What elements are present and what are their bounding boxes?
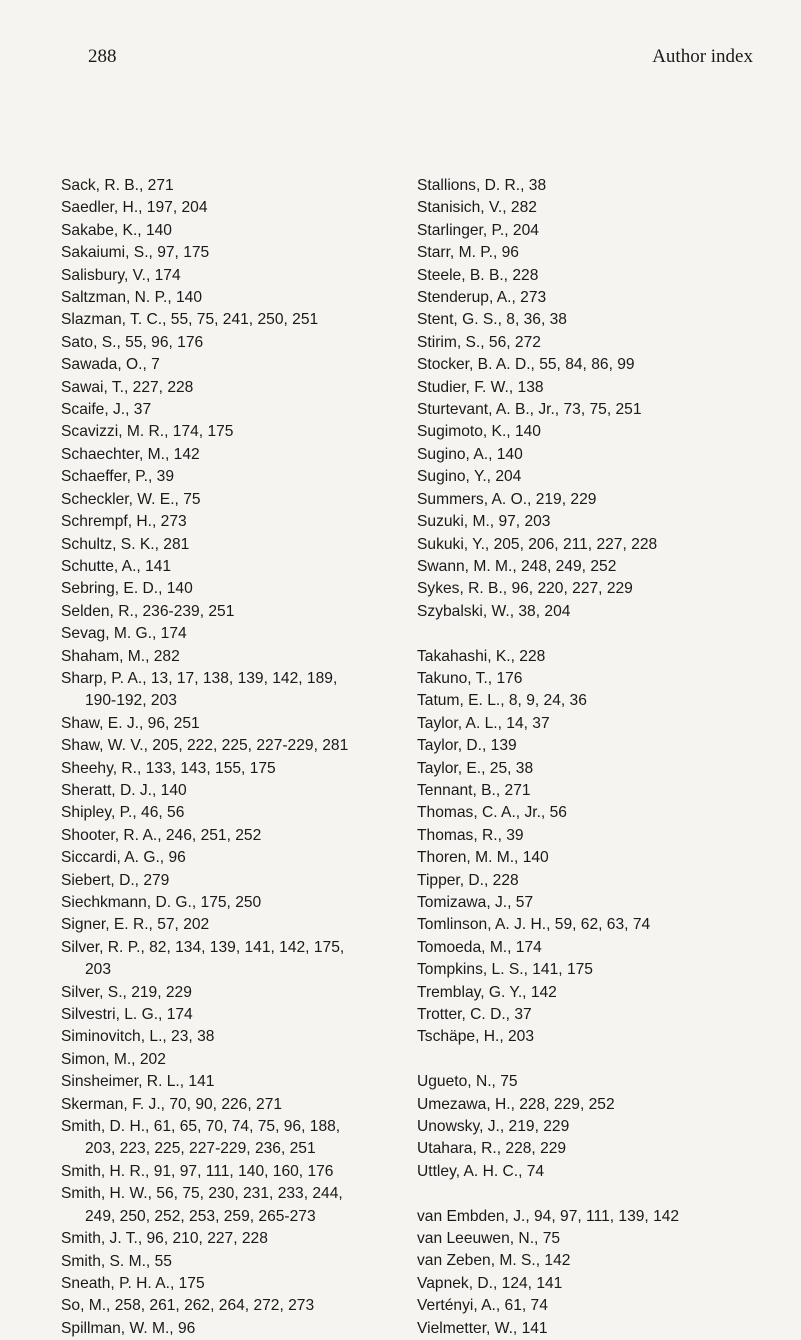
index-entry: So, M., 258, 261, 262, 264, 272, 273	[61, 1297, 315, 1315]
index-entry: Vapnek, D., 124, 141	[417, 1274, 563, 1292]
index-entry: Stocker, B. A. D., 55, 84, 86, 99	[417, 356, 635, 374]
index-entry: Smith, H. W., 56, 75, 230, 231, 233, 244,	[61, 1185, 343, 1203]
index-entry-continuation: 203	[85, 961, 112, 979]
index-entry: Tatum, E. L., 8, 9, 24, 36	[417, 692, 587, 710]
index-entry: Vielmetter, W., 141	[417, 1319, 548, 1337]
index-entry: Tomlinson, A. J. H., 59, 62, 63, 74	[417, 916, 651, 934]
index-entry: Summers, A. O., 219, 229	[417, 490, 597, 508]
index-entry: Sheratt, D. J., 140	[61, 781, 187, 799]
index-entry: Silvestri, L. G., 174	[61, 1006, 193, 1024]
index-entry: Tomizawa, J., 57	[417, 893, 534, 911]
index-entry: Sebring, E. D., 140	[61, 580, 193, 598]
index-entry: Sharp, P. A., 13, 17, 138, 139, 142, 189,	[61, 669, 338, 687]
index-entry: Szybalski, W., 38, 204	[417, 602, 571, 620]
index-entry: Tomoeda, M., 174	[417, 938, 542, 956]
index-entry: Smith, S. M., 55	[61, 1252, 172, 1270]
index-entry: Stent, G. S., 8, 36, 38	[417, 311, 567, 329]
index-entry: Skerman, F. J., 70, 90, 226, 271	[61, 1095, 283, 1113]
index-entry: Sawai, T., 227, 228	[61, 378, 194, 396]
index-entry: Silver, S., 219, 229	[61, 983, 192, 1001]
index-entry: Siminovitch, L., 23, 38	[61, 1028, 215, 1046]
index-entry: Siebert, D., 279	[61, 871, 170, 889]
index-entry: Vertényi, A., 61, 74	[417, 1297, 548, 1315]
index-entry: Sneath, P. H. A., 175	[61, 1274, 205, 1292]
index-entry: Sack, R. B., 271	[61, 177, 174, 194]
index-entry: Saltzman, N. P., 140	[61, 289, 202, 307]
index-entry: Stirim, S., 56, 272	[417, 333, 541, 351]
index-entry: Stallions, D. R., 38	[417, 177, 547, 194]
index-entry: Schaeffer, P., 39	[61, 468, 175, 486]
index-entry: Siccardi, A. G., 96	[61, 849, 186, 867]
index-entry: Umezawa, H., 228, 229, 252	[417, 1095, 615, 1113]
index-entry: Sturtevant, A. B., Jr., 73, 75, 251	[417, 401, 642, 419]
index-entry: Tompkins, L. S., 141, 175	[417, 961, 593, 979]
letter-group-gap	[417, 1049, 787, 1071]
index-entry: Schutte, A., 141	[61, 557, 172, 575]
index-entry: Taylor, E., 25, 38	[417, 759, 534, 777]
index-entry: Signer, E. R., 57, 202	[61, 916, 210, 934]
index-entry: Ugueto, N., 75	[417, 1073, 518, 1091]
index-entry: Sawada, O., 7	[61, 356, 160, 374]
index-entry-continuation: 203, 223, 225, 227-229, 236, 251	[85, 1140, 316, 1158]
index-entry: Suzuki, M., 97, 203	[417, 513, 551, 531]
index-entry: Tremblay, G. Y., 142	[417, 983, 557, 1001]
letter-group-gap	[417, 1183, 787, 1205]
index-entry: Shipley, P., 46, 56	[61, 804, 185, 822]
index-entry: Scheckler, W. E., 75	[61, 490, 201, 508]
index-entry: Sinsheimer, R. L., 141	[61, 1073, 215, 1091]
index-entry: Shooter, R. A., 246, 251, 252	[61, 826, 262, 844]
index-entry: Sakaiumi, S., 97, 175	[61, 244, 210, 262]
index-entry: Siechkmann, D. G., 175, 250	[61, 894, 262, 911]
index-entry: Uttley, A. H. C., 74	[417, 1162, 545, 1180]
index-entry: Spillman, W. M., 96	[61, 1319, 196, 1337]
index-entry: Sevag, M. G., 174	[61, 625, 187, 643]
index-entry: Takuno, T., 176	[417, 669, 523, 687]
index-entry: Simon, M., 202	[61, 1050, 166, 1068]
index-entry: Schrempf, H., 273	[61, 513, 187, 531]
index-entry: Silver, R. P., 82, 134, 139, 141, 142, 175,	[61, 938, 345, 956]
index-entry: van Embden, J., 94, 97, 111, 139, 142	[417, 1207, 680, 1225]
index-entry: Shaham, M., 282	[61, 647, 180, 665]
index-entry: Sato, S., 55, 96, 176	[61, 333, 204, 351]
index-entry: Shaw, E. J., 96, 251	[61, 714, 200, 732]
index-entry: Thoren, M. M., 140	[417, 849, 549, 867]
index-entry: Sakabe, K., 140	[61, 221, 172, 239]
index-entry: Scaife, J., 37	[61, 401, 152, 419]
index-entry: Stenderup, A., 273	[417, 289, 547, 307]
page-number: 288	[88, 46, 117, 67]
index-entry: Tennant, B., 271	[417, 781, 531, 799]
index-entry: Utahara, R., 228, 229	[417, 1140, 567, 1158]
index-column-left	[61, 175, 401, 1340]
index-entry: van Zeben, M. S., 142	[417, 1252, 571, 1270]
index-entry: Slazman, T. C., 55, 75, 241, 250, 251	[61, 311, 319, 329]
index-entry: Selden, R., 236-239, 251	[61, 602, 235, 620]
index-entry: Thomas, R., 39	[417, 826, 524, 844]
index-entry: Sugimoto, K., 140	[417, 423, 541, 441]
index-entry: Studier, F. W., 138	[417, 378, 544, 396]
index-entry: Sheehy, R., 133, 143, 155, 175	[61, 759, 276, 777]
index-entry: Thomas, C. A., Jr., 56	[417, 804, 567, 822]
index-entry: Shaw, W. V., 205, 222, 225, 227-229, 281	[61, 737, 349, 755]
index-entry: Smith, H. R., 91, 97, 111, 140, 160, 176	[61, 1162, 334, 1180]
index-entry: Trotter, C. D., 37	[417, 1006, 532, 1024]
index-entry: van Leeuwen, N., 75	[417, 1230, 561, 1248]
index-entry: Smith, D. H., 61, 65, 70, 74, 75, 96, 188,	[61, 1118, 341, 1136]
index-entry: Steele, B. B., 228	[417, 266, 539, 284]
index-entry: Starlinger, P., 204	[417, 221, 539, 239]
index-entry: Saedler, H., 197, 204	[61, 199, 208, 217]
index-entry: Starr, M. P., 96	[417, 244, 519, 262]
index-entry: Sugino, Y., 204	[417, 468, 522, 486]
index-entry: Schaechter, M., 142	[61, 445, 200, 463]
index-entry: Taylor, D., 139	[417, 737, 517, 755]
index-entry: Stanisich, V., 282	[417, 199, 537, 217]
index-entry: Unowsky, J., 219, 229	[417, 1118, 570, 1136]
index-entry: Salisbury, V., 174	[61, 266, 181, 284]
index-entry: Tipper, D., 228	[417, 871, 519, 889]
letter-group-gap	[417, 623, 787, 645]
index-column-right	[417, 175, 787, 1340]
index-entry: Swann, M. M., 248, 249, 252	[417, 557, 617, 575]
index-entry: Takahashi, K., 228	[417, 647, 546, 665]
index-entry: Sugino, A., 140	[417, 445, 523, 463]
index-entry: Tschäpe, H., 203	[417, 1028, 535, 1046]
index-entry: Taylor, A. L., 14, 37	[417, 714, 550, 732]
index-entry: Sykes, R. B., 96, 220, 227, 229	[417, 580, 633, 598]
index-entry: Sukuki, Y., 205, 206, 211, 227, 228	[417, 535, 658, 553]
index-entry-continuation: 249, 250, 252, 253, 259, 265-273	[85, 1207, 316, 1225]
index-entry: Scavizzi, M. R., 174, 175	[61, 423, 234, 441]
running-head: Author index	[652, 46, 753, 67]
index-entry-continuation: 190-192, 203	[85, 692, 177, 710]
index-entry: Schultz, S. K., 281	[61, 535, 190, 553]
index-entry: Smith, J. T., 96, 210, 227, 228	[61, 1230, 268, 1248]
